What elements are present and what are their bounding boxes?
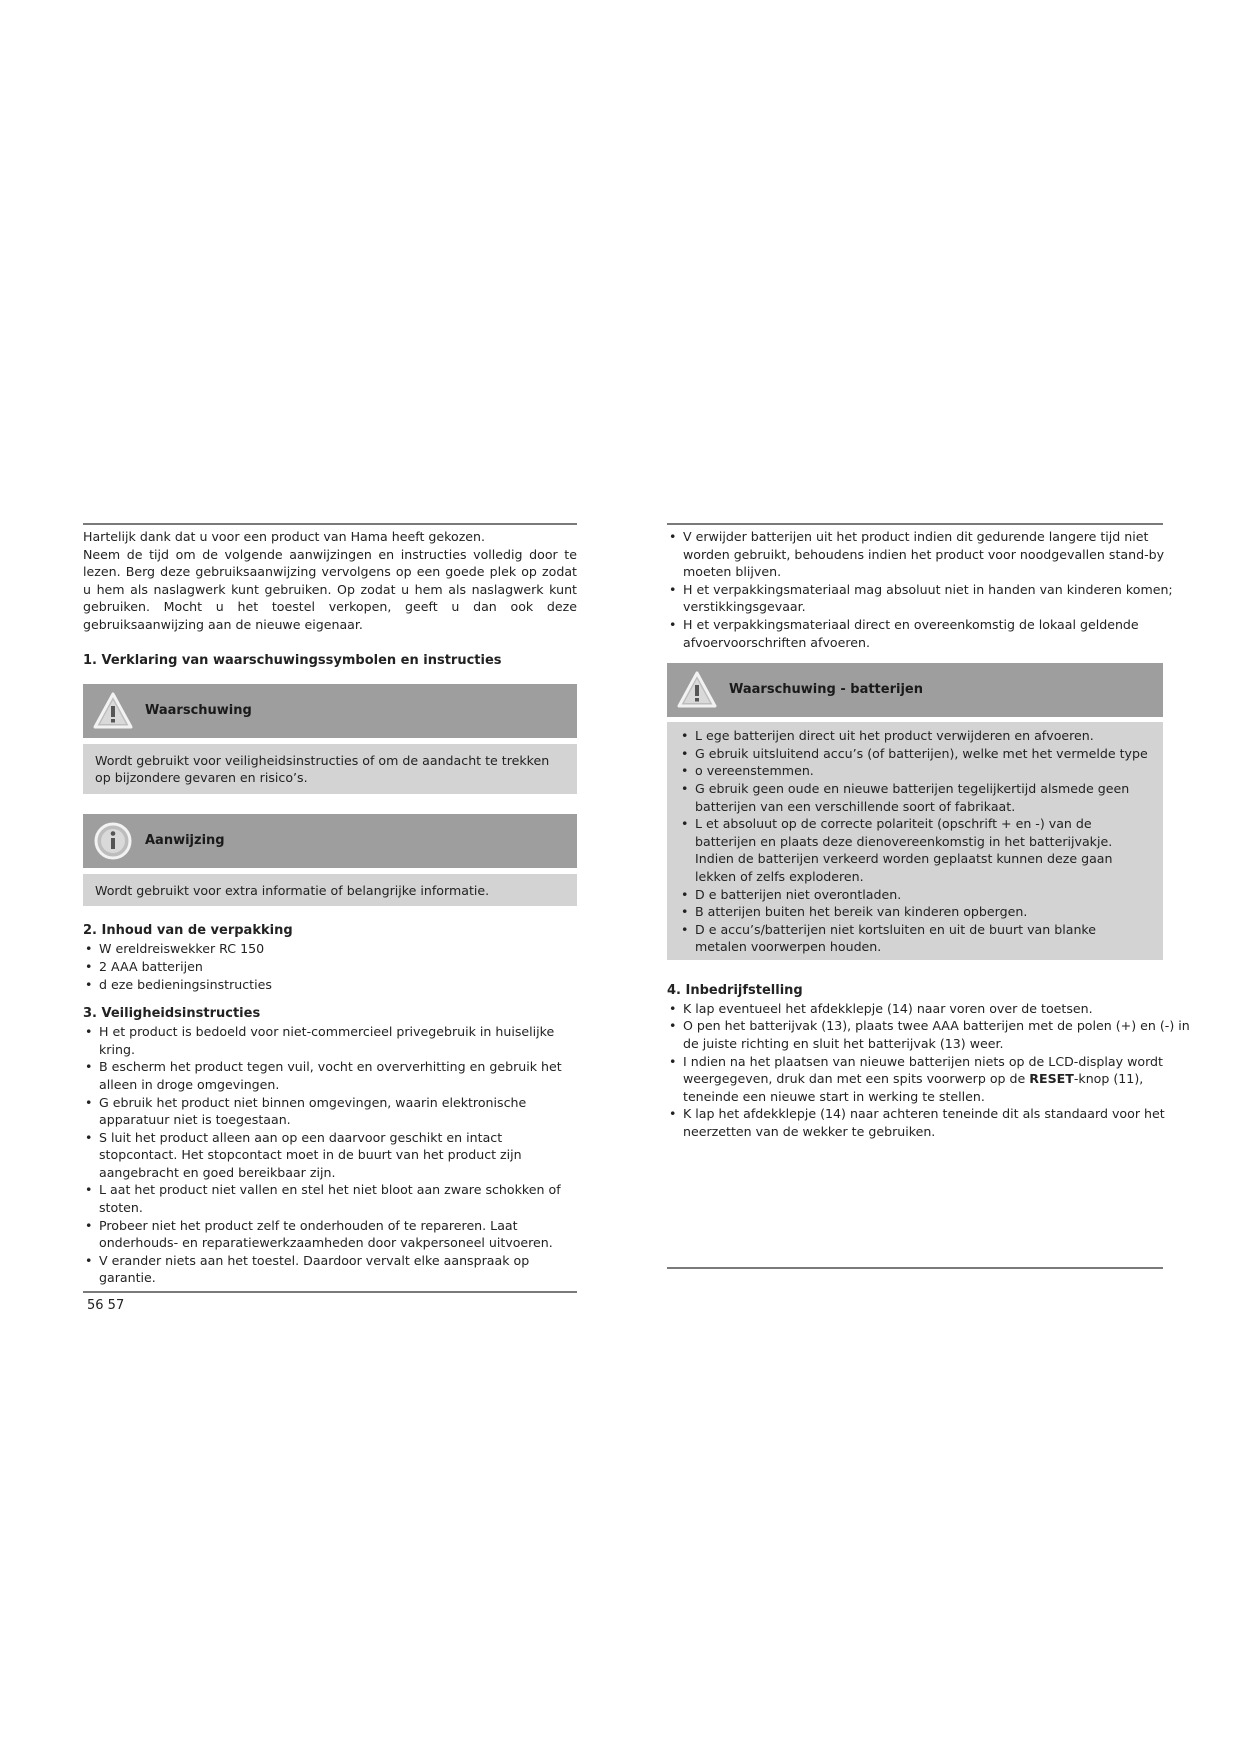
list-item: • L ege batterijen direct uit het product verwijderen en afvoeren. — [679, 727, 1151, 745]
list-item: • Probeer niet het product zelf te onderhouden of te repareren. Laat onderhouds- en reparatiewerkzaamheden door vakpersoneel uitvoeren. — [83, 1217, 577, 1252]
list-item: • D e batterijen niet overontladen. — [679, 886, 1151, 904]
left-page — [83, 523, 577, 1315]
section-1-title: 1. Verklaring van waarschuwingssymbolen en instructies — [83, 652, 502, 668]
intro-thanks: Hartelijk dank dat u voor een product van Hama heeft gekozen. — [83, 529, 486, 544]
intro-text: Neem de tijd om de volgende aanwijzingen en instructies volledig door te lezen. Berg deze gebruiksaanwijzing vervolgens op een goede plek op zodat u hem als naslagwerk kunt gebruiken. Op zodat u hem als naslagwerk kunt gebruiken. Mocht u het toestel verkopen, geeft u dan ook deze gebruiksaanwijzing aan de nieuwe eigenaar. — [83, 546, 577, 632]
warning-box-title: Waarschuwing — [145, 702, 252, 718]
info-circle-icon — [91, 819, 135, 863]
note-box-body: Wordt gebruikt voor extra informatie of belangrijke informatie. — [83, 874, 577, 907]
list-item: • 2 AAA batterijen — [83, 958, 577, 976]
intro — [83, 528, 577, 634]
battery-warning-body — [667, 722, 1163, 960]
section-3-title: 3. Veiligheidsinstructies — [83, 1006, 261, 1022]
setup-text: I ndien na het plaatsen van nieuwe batterijen niets op de LCD-display wordt weergegeven, druk dan met een spits voorwerp op de — [683, 1053, 1163, 1087]
list-item: • G ebruik het product niet binnen omgevingen, waarin elektronische apparatuur niet is toegestaan. — [83, 1094, 577, 1129]
list-item: • W ereldreiswekker RC 150 — [83, 940, 577, 958]
list-item: • K lap eventueel het afdekklepje (14) naar voren over de toetsen. — [667, 1000, 1195, 1018]
setup-text: -knop (11), teneinde een nieuwe start in werking te stellen. — [683, 1071, 1144, 1104]
list-item: • S luit het product alleen aan op een daarvoor geschikt en intact stopcontact. Het stopcontact moet in de buurt van het product zijn aangebracht en goed bereikbaar zijn. — [83, 1129, 577, 1182]
list-item: • L aat het product niet vallen en stel het niet bloot aan zware schokken of stoten. — [83, 1181, 577, 1216]
list-item: • V erander niets aan het toestel. Daardoor vervalt elke aanspraak op garantie. — [83, 1252, 577, 1287]
section-4-title: 4. Inbedrijfstelling — [667, 982, 803, 998]
list-item: • o vereenstemmen. — [679, 762, 1151, 780]
battery-warning-list — [679, 727, 1151, 956]
section-2-title: 2. Inhoud van de verpakking — [83, 923, 293, 939]
list-item: • L et absoluut op de correcte polariteit (opschrift + en -) van de batterijen en plaats deze dienovereenkomstig in het batterijvakje. Indien de batterijen verkeerd worden geplaatst kunnen deze gaan lekken of zelfs exploderen. — [679, 815, 1151, 885]
bottom-rule — [667, 1267, 1163, 1269]
list-item: • B atterijen buiten het bereik van kinderen opbergen. — [679, 903, 1151, 921]
note-box-header — [83, 814, 577, 868]
list-item: • d eze bedieningsinstructies — [83, 976, 577, 994]
warning-triangle-icon — [675, 668, 719, 712]
list-item — [667, 1053, 1195, 1106]
battery-warning-header — [667, 663, 1163, 717]
warning-triangle-icon — [91, 689, 135, 733]
continued-safety-list — [667, 528, 1195, 651]
note-box-title: Aanwijzing — [145, 832, 225, 848]
top-rule — [83, 523, 577, 525]
bottom-rule — [83, 1291, 577, 1293]
list-item: • H et product is bedoeld voor niet-commercieel privegebruik in huiselijke kring. — [83, 1023, 577, 1058]
warning-box-body: Wordt gebruikt voor veiligheidsinstructies of om de aandacht te trekken op bijzondere gevaren en risico’s. — [83, 744, 577, 794]
list-item: • B escherm het product tegen vuil, vocht en oververhitting en gebruik het alleen in droge omgevingen. — [83, 1058, 577, 1093]
battery-warning-title: Waarschuwing - batterijen — [729, 682, 923, 698]
package-contents-list — [83, 940, 577, 993]
list-item: • G ebruik geen oude en nieuwe batterijen tegelijkertijd alsmede geen batterijen van een verschillende soort of fabrikaat. — [679, 780, 1151, 815]
list-item: • K lap het afdekklepje (14) naar achteren teneinde dit als standaard voor het neerzetten van de wekker te gebruiken. — [667, 1105, 1195, 1140]
reset-label: RESET — [1029, 1071, 1074, 1087]
list-item: • V erwijder batterijen uit het product indien dit gedurende langere tijd niet worden gebruikt, behoudens indien het product voor noodgevallen stand-by moeten blijven. — [667, 528, 1195, 581]
top-rule — [667, 523, 1163, 525]
page-numbers: 56 57 — [87, 1298, 125, 1314]
list-item: • D e accu’s/batterijen niet kortsluiten en uit de buurt van blanke metalen voorwerpen houden. — [679, 921, 1151, 956]
list-item: • O pen het batterijvak (13), plaats twee AAA batterijen met de polen (+) en (-) in de juiste richting en sluit het batterijvak (13) weer. — [667, 1017, 1195, 1052]
warning-box-header — [83, 684, 577, 738]
list-item: • H et verpakkingsmateriaal mag absoluut niet in handen van kinderen komen; verstikkingsgevaar. — [667, 581, 1195, 616]
setup-list — [667, 1000, 1195, 1141]
right-page — [667, 523, 1195, 1269]
list-item: • G ebruik uitsluitend accu’s (of batterijen), welke met het vermelde type — [679, 745, 1151, 763]
list-item: • H et verpakkingsmateriaal direct en overeenkomstig de lokaal geldende afvoervoorschriften afvoeren. — [667, 616, 1195, 651]
safety-list — [83, 1023, 577, 1287]
